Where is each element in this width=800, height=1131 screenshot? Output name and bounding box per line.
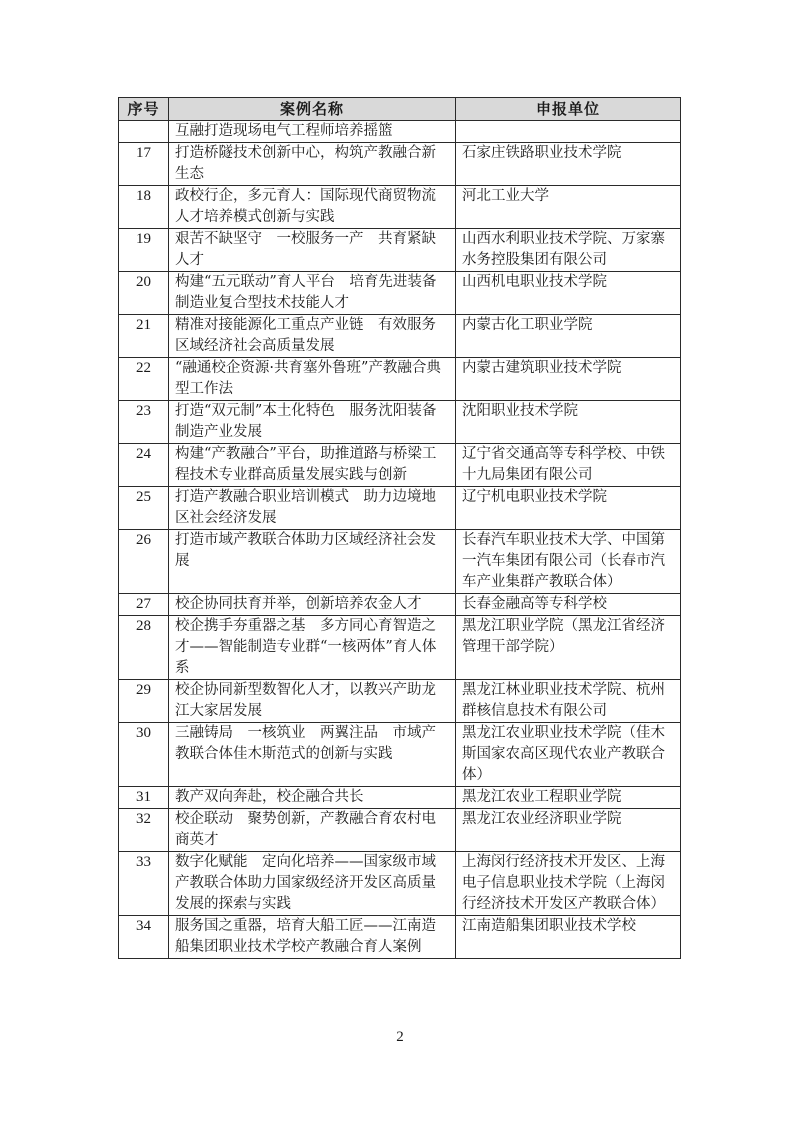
row-unit: 山西水利职业技术学院、万家寨水务控股集团有限公司 [456, 229, 681, 272]
row-case-name: 构建“产教融合”平台，助推道路与桥梁工程技术专业群高质量发展实践与创新 [169, 444, 456, 487]
header-no: 序号 [119, 98, 169, 121]
table-body [119, 121, 681, 959]
row-number: 17 [119, 143, 169, 186]
row-case-name: 政校行企，多元育人：国际现代商贸物流人才培养模式创新与实践 [169, 186, 456, 229]
row-unit: 沈阳职业技术学院 [456, 401, 681, 444]
page-number: 2 [396, 1029, 404, 1045]
row-unit: 黑龙江农业工程职业学院 [456, 787, 681, 809]
row-case-name: 服务国之重器，培育大船工匠——江南造船集团职业技术学校产教融合育人案例 [169, 916, 456, 959]
row-number: 27 [119, 594, 169, 616]
row-number: 21 [119, 315, 169, 358]
row-case-name: 校企协同扶育并举，创新培养农金人才 [169, 594, 456, 616]
continuation-no [119, 121, 169, 143]
row-case-name: 构建“五元联动”育人平台 培育先进装备制造业复合型技术技能人才 [169, 272, 456, 315]
table-row [119, 358, 681, 401]
row-unit: 内蒙古建筑职业技术学院 [456, 358, 681, 401]
table-row [119, 809, 681, 852]
row-unit: 石家庄铁路职业技术学院 [456, 143, 681, 186]
row-unit: 河北工业大学 [456, 186, 681, 229]
table-row [119, 787, 681, 809]
row-case-name: 教产双向奔赴，校企融合共长 [169, 787, 456, 809]
row-number: 31 [119, 787, 169, 809]
row-number: 28 [119, 616, 169, 680]
row-unit: 上海闵行经济技术开发区、上海电子信息职业技术学院（上海闵行经济技术开发区产教联合体） [456, 852, 681, 916]
continuation-unit [456, 121, 681, 143]
row-number: 33 [119, 852, 169, 916]
table-row [119, 487, 681, 530]
row-unit: 黑龙江农业职业技术学院（佳木斯国家农高区现代农业产教联合体） [456, 723, 681, 787]
table-row [119, 186, 681, 229]
row-unit: 辽宁机电职业技术学院 [456, 487, 681, 530]
row-number: 18 [119, 186, 169, 229]
row-unit: 辽宁省交通高等专科学校、中铁十九局集团有限公司 [456, 444, 681, 487]
header-case-name: 案例名称 [169, 98, 456, 121]
row-number: 24 [119, 444, 169, 487]
continuation-name: 互融打造现场电气工程师培养摇篮 [169, 121, 456, 143]
row-case-name: 打造“双元制”本土化特色 服务沈阳装备制造产业发展 [169, 401, 456, 444]
table-row [119, 616, 681, 680]
table-row [119, 916, 681, 959]
table-row [119, 444, 681, 487]
row-unit: 黑龙江职业学院（黑龙江省经济管理干部学院） [456, 616, 681, 680]
table-row [119, 315, 681, 358]
row-unit: 内蒙古化工职业学院 [456, 315, 681, 358]
row-number: 19 [119, 229, 169, 272]
table-header-row [119, 98, 681, 121]
table-row [119, 723, 681, 787]
header-unit: 申报单位 [456, 98, 681, 121]
row-case-name: 校企联动 聚势创新，产教融合育农村电商英才 [169, 809, 456, 852]
row-number: 29 [119, 680, 169, 723]
case-table [118, 97, 681, 959]
row-case-name: 打造市域产教联合体助力区域经济社会发展 [169, 530, 456, 594]
row-case-name: 艰苦不缺坚守 一校服务一产 共育紧缺人才 [169, 229, 456, 272]
row-case-name: 精准对接能源化工重点产业链 有效服务区域经济社会高质量发展 [169, 315, 456, 358]
row-case-name: 校企协同新型数智化人才，以教兴产助龙江大家居发展 [169, 680, 456, 723]
row-number: 23 [119, 401, 169, 444]
row-case-name: 三融铸局 一核筑业 两翼注品 市域产教联合体佳木斯范式的创新与实践 [169, 723, 456, 787]
table-row [119, 530, 681, 594]
row-case-name: “融通校企资源·共育塞外鲁班”产教融合典型工作法 [169, 358, 456, 401]
row-case-name: 打造产教融合职业培训模式 助力边境地区社会经济发展 [169, 487, 456, 530]
row-number: 26 [119, 530, 169, 594]
row-number: 25 [119, 487, 169, 530]
row-unit: 黑龙江林业职业技术学院、杭州群核信息技术有限公司 [456, 680, 681, 723]
table-row [119, 143, 681, 186]
row-unit: 长春金融高等专科学校 [456, 594, 681, 616]
row-number: 32 [119, 809, 169, 852]
row-number: 22 [119, 358, 169, 401]
row-unit: 江南造船集团职业技术学校 [456, 916, 681, 959]
row-unit: 黑龙江农业经济职业学院 [456, 809, 681, 852]
row-number: 30 [119, 723, 169, 787]
table-row [119, 229, 681, 272]
row-number: 20 [119, 272, 169, 315]
row-case-name: 校企携手夯重器之基 多方同心育智造之才——智能制造专业群“一核两体”育人体系 [169, 616, 456, 680]
row-unit: 长春汽车职业技术大学、中国第一汽车集团有限公司（长春市汽车产业集群产教联合体） [456, 530, 681, 594]
continuation-row [119, 121, 681, 143]
table-row [119, 594, 681, 616]
table-row [119, 852, 681, 916]
table-row [119, 272, 681, 315]
row-case-name: 数字化赋能 定向化培养——国家级市域产教联合体助力国家级经济开发区高质量发展的探索与实践 [169, 852, 456, 916]
row-number: 34 [119, 916, 169, 959]
row-case-name: 打造桥隧技术创新中心，构筑产教融合新生态 [169, 143, 456, 186]
table-row [119, 401, 681, 444]
row-unit: 山西机电职业技术学院 [456, 272, 681, 315]
table-row [119, 680, 681, 723]
